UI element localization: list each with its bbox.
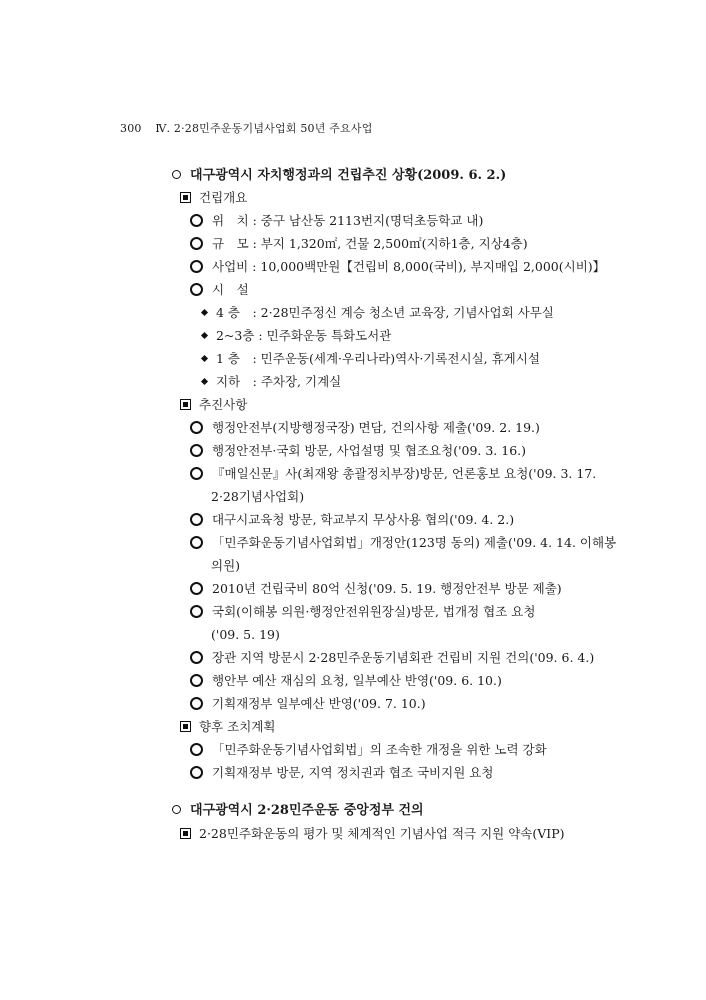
page-number: 300 xyxy=(120,122,142,135)
ring-bullet-icon xyxy=(190,421,203,434)
boxed-square-bullet-icon xyxy=(180,399,191,410)
hollow-circle-bullet-icon xyxy=(172,805,181,814)
progress-item: 기획재정부 일부예산 반영('09. 7. 10.) xyxy=(190,696,426,712)
future-item: 「민주화운동기념사업회법」의 조속한 개정을 위한 노력 강화 xyxy=(190,742,547,758)
ring-bullet-icon xyxy=(190,283,203,296)
ring-bullet-icon xyxy=(190,536,203,549)
overview-budget: 사업비 : 10,000백만원【건립비 8,000(국비), 부지매입 2,000(시비)】 xyxy=(190,259,605,275)
ring-bullet-icon xyxy=(190,237,203,250)
running-title: Ⅳ. 2·28민주운동기념사업회 50년 주요사업 xyxy=(155,122,373,135)
hollow-circle-bullet-icon xyxy=(172,170,181,179)
ring-bullet-icon xyxy=(190,444,203,457)
diamond-bullet-icon xyxy=(201,378,208,385)
progress-item: 2010년 건립국비 80억 신청('09. 5. 19. 행정안전부 방문 제출) xyxy=(190,581,562,597)
boxed-square-bullet-icon xyxy=(180,192,191,203)
progress-item-continuation: 2·28기념사업회) xyxy=(211,489,305,504)
progress-item-continuation: 의원) xyxy=(211,558,241,573)
boxed-square-bullet-icon xyxy=(180,721,191,732)
ring-bullet-icon xyxy=(190,674,203,687)
progress-item: 행정안전부·국회 방문, 사업설명 및 협조요청('09. 3. 16.) xyxy=(190,443,526,459)
progress-item: 「민주화운동기념사업회법」개정안(123명 동의) 제출('09. 4. 14. 이해봉 xyxy=(190,535,616,551)
progress-item: 장관 지역 방문시 2·28민주운동기념회관 건립비 지원 건의('09. 6. 4.) xyxy=(190,650,594,666)
future-item: 기획재정부 방문, 지역 정치권과 협조 국비지원 요청 xyxy=(190,765,493,781)
facility-floor4: 4 층 : 2·28민주정신 계승 청소년 교육장, 기념사업회 사무실 xyxy=(202,305,554,321)
diamond-bullet-icon xyxy=(201,355,208,362)
ring-bullet-icon xyxy=(190,513,203,526)
section2-title: 대구광역시 2·28민주운동 중앙정부 건의 xyxy=(172,803,424,819)
ring-bullet-icon xyxy=(190,467,203,480)
overview-heading: 건립개요 xyxy=(180,190,247,206)
progress-item: 행안부 예산 재심의 요청, 일부예산 반영('09. 6. 10.) xyxy=(190,673,502,689)
section1-title: 대구광역시 자치행정과의 건립추진 상황(2009. 6. 2.) xyxy=(172,168,506,184)
running-header xyxy=(120,120,373,136)
ring-bullet-icon xyxy=(190,260,203,273)
overview-location: 위 치 : 중구 남산동 2113번지(명덕초등학교 내) xyxy=(190,213,483,229)
future-heading: 향후 조치계획 xyxy=(180,719,275,735)
facility-basement: 지하 : 주차장, 기계실 xyxy=(202,374,341,390)
ring-bullet-icon xyxy=(190,582,203,595)
progress-item-continuation: ('09. 5. 19) xyxy=(211,627,280,642)
boxed-square-bullet-icon xyxy=(180,828,191,839)
progress-item: 행정안전부(지방행정국장) 면담, 건의사항 제출('09. 2. 19.) xyxy=(190,420,540,436)
progress-item: 대구시교육청 방문, 학교부지 무상사용 협의('09. 4. 2.) xyxy=(190,512,514,528)
progress-item: 국회(이해봉 의원·행정안전위원장실)방문, 법개정 협조 요청 xyxy=(190,604,535,620)
overview-scale: 규 모 : 부지 1,320㎡, 건물 2,500㎡(지하1층, 지상4층) xyxy=(190,236,528,252)
ring-bullet-icon xyxy=(190,605,203,618)
ring-bullet-icon xyxy=(190,743,203,756)
ring-bullet-icon xyxy=(190,214,203,227)
section2-item: 2·28민주화운동의 평가 및 체계적인 기념사업 적극 지원 약속(VIP) xyxy=(180,826,565,842)
progress-item: 『매일신문』사(최재왕 총괄정치부장)방문, 언론홍보 요청('09. 3. 17. xyxy=(190,466,596,482)
diamond-bullet-icon xyxy=(201,332,208,339)
ring-bullet-icon xyxy=(190,697,203,710)
facility-floor1: 1 층 : 민주운동(세계·우리나라)역사·기록전시실, 휴게시설 xyxy=(202,351,540,367)
progress-heading: 추진사항 xyxy=(180,397,247,413)
diamond-bullet-icon xyxy=(201,309,208,316)
ring-bullet-icon xyxy=(190,766,203,779)
facility-floor2-3: 2~3층 : 민주화운동 특화도서관 xyxy=(202,328,391,344)
overview-facilities-heading: 시 설 xyxy=(190,282,249,298)
ring-bullet-icon xyxy=(190,651,203,664)
